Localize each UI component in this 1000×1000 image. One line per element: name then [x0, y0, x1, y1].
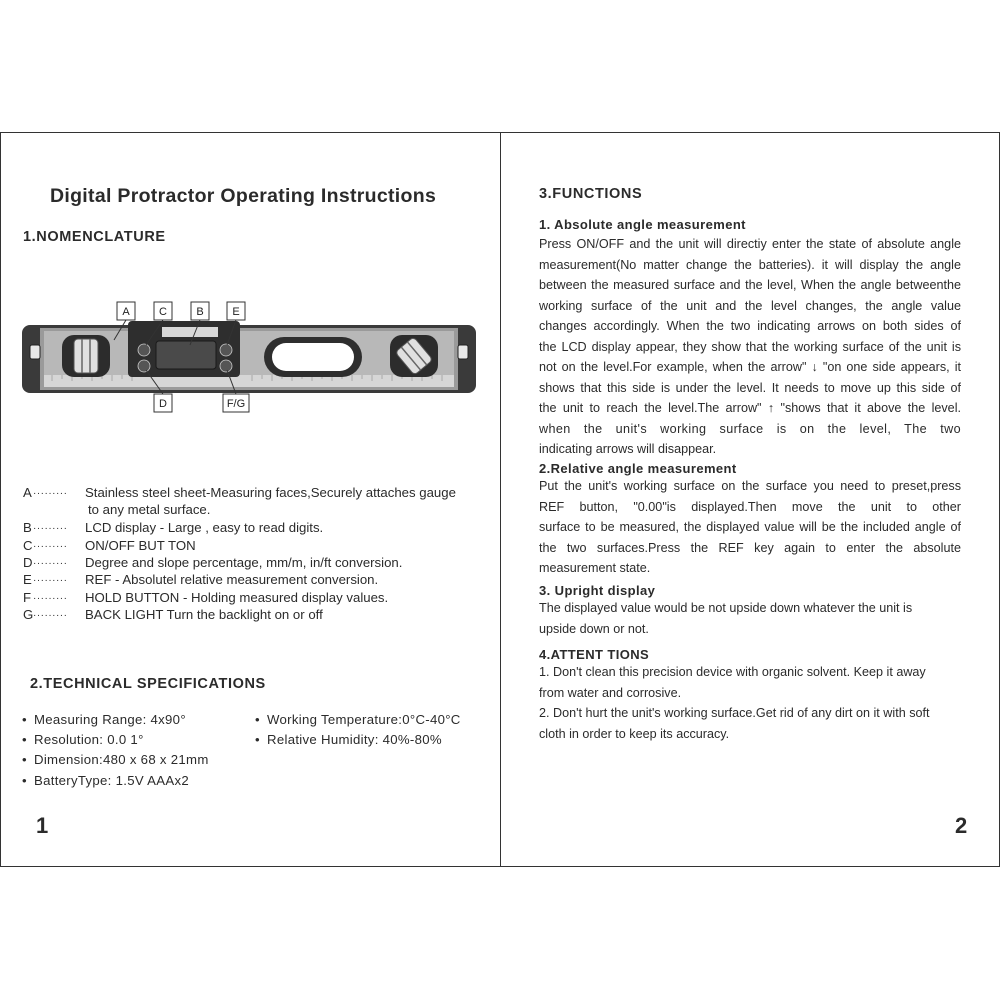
leader-dots: ·········	[33, 575, 68, 586]
nomenclature-text: Stainless steel sheet-Measuring faces,Securely attaches gauge	[85, 485, 456, 500]
nomenclature-key: B	[23, 520, 32, 535]
paragraph-line: between the measured surface and the level, When the angle betweenthe	[539, 278, 961, 292]
leader-dots: ·········	[33, 488, 68, 499]
handle-opening	[272, 343, 354, 371]
spec-text: Working Temperature:0°C-40°C	[267, 712, 461, 727]
paragraph-line: cloth in order to keep its accuracy.	[539, 726, 730, 741]
bullet: •	[255, 732, 260, 747]
spec-text: Dimension:480 x 68 x 21mm	[34, 752, 209, 767]
nomenclature-item-e	[23, 572, 378, 587]
document-title: Digital Protractor Operating Instructions	[50, 185, 437, 207]
paragraph-line: not on the level.For example, when the arrow" ↓ "on one side appears, it	[539, 360, 961, 374]
spec-working-temperature	[255, 712, 461, 727]
absolute-angle-heading: 1. Absolute angle measurement	[539, 217, 746, 232]
nomenclature-text: LCD display - Large , easy to read digits.	[85, 520, 324, 535]
nomenclature-item-a-continued: to any metal surface.	[88, 502, 211, 517]
callout-b-label: B	[196, 306, 204, 318]
paragraph-line: surface to be measured, the displayed value will be the included angle of	[539, 520, 961, 534]
paragraph-line: measurement(No matter change the batteries). it will display the angle	[539, 257, 961, 272]
paragraph-line: Put the unit's working surface on the surface you need to preset,press	[539, 479, 961, 493]
nomenclature-key: G	[23, 607, 34, 622]
leader-dots: ·········	[33, 610, 68, 621]
paragraph-line: Press ON/OFF and the unit will directiy enter the state of absolute angle	[539, 237, 961, 251]
technical-specifications-heading: 2.TECHNICAL SPECIFICATIONS	[30, 676, 266, 692]
callout-d-label: D	[159, 398, 167, 410]
functions-heading: 3.FUNCTIONS	[539, 186, 643, 202]
nomenclature-key: C	[23, 538, 33, 553]
bullet: •	[255, 712, 260, 727]
attentions-paragraph	[539, 662, 961, 744]
nomenclature-key: A	[23, 485, 32, 500]
callout-e-label: E	[232, 306, 240, 318]
upright-display-heading: 3. Upright display	[539, 583, 656, 598]
bullet: •	[22, 712, 27, 727]
paragraph-line: changes accordingly. When the two indicating arrows on both sides of	[539, 319, 961, 333]
paragraph-line: shows that this side is under the level. It needs to move up this side of	[539, 380, 961, 395]
lcd-display	[156, 341, 216, 369]
nomenclature-item-g	[23, 607, 323, 622]
absolute-angle-paragraph	[539, 234, 961, 460]
page-number-1: 1	[36, 813, 49, 838]
ref-button[interactable]	[220, 344, 232, 356]
on-off-button[interactable]	[138, 344, 150, 356]
page-number-2: 2	[955, 813, 968, 838]
nomenclature-text: HOLD BUTTON - Holding measured display values.	[85, 590, 389, 605]
paragraph-line: upside down or not.	[539, 621, 649, 636]
paragraph-line: 2. Don't hurt the unit's working surface.Get rid of any dirt on it with soft	[539, 706, 930, 720]
spec-measuring-range	[22, 712, 186, 727]
callout-a-label: A	[122, 306, 130, 318]
end-cap-left	[30, 345, 40, 359]
bullet: •	[22, 752, 27, 767]
nomenclature-item-d	[23, 555, 402, 570]
bullet: •	[22, 732, 27, 747]
unit-button[interactable]	[138, 360, 150, 372]
nomenclature-key: D	[23, 555, 33, 570]
nomenclature-item-b	[23, 520, 323, 535]
paragraph-line: from water and corrosive.	[539, 685, 682, 700]
end-cap-right	[458, 345, 468, 359]
paragraph-line: The displayed value would be not upside down whatever the unit is	[539, 601, 913, 615]
paragraph-line: 1. Don't clean this precision device with organic solvent. Keep it away	[539, 665, 926, 679]
hold-button[interactable]	[220, 360, 232, 372]
spec-relative-humidity	[255, 732, 442, 747]
nomenclature-key: E	[23, 572, 32, 587]
paragraph-line: the unit to reach the level.The arrow" ↑ "shows that it above the level.	[539, 401, 961, 415]
nomenclature-key: F	[23, 590, 32, 605]
bullet: •	[22, 773, 27, 788]
paragraph-line: REF button, "0.00"is displayed.Then move the unit to other	[539, 499, 961, 514]
spec-text: Resolution: 0.0 1°	[34, 732, 144, 747]
vertical-vial	[74, 339, 98, 373]
nomenclature-text: REF - Absolutel relative measurement conversion.	[85, 572, 379, 587]
nomenclature-heading: 1.NOMENCLATURE	[23, 229, 166, 245]
paragraph-line: indicating arrows will disappear.	[539, 442, 717, 456]
callout-fg-label: F/G	[226, 398, 246, 410]
spec-text: BatteryType: 1.5V AAAx2	[34, 773, 189, 788]
paragraph-line: when the unit's working surface is on the level, The two	[539, 421, 961, 436]
attentions-heading: 4.ATTENT TIONS	[539, 647, 650, 662]
display-top-window	[162, 327, 218, 337]
nomenclature-text: ON/OFF BUT TON	[85, 538, 196, 553]
spec-resolution	[22, 732, 144, 747]
spec-text: Relative Humidity: 40%-80%	[267, 732, 442, 747]
ruler-strip	[44, 375, 454, 387]
leader-dots: ·········	[33, 523, 68, 534]
paragraph-line: the LCD display appear, they show that the working surface of the unit is	[539, 339, 961, 354]
nomenclature-item-a	[23, 485, 456, 500]
leader-dots: ·········	[33, 593, 68, 604]
nomenclature-item-f	[23, 590, 388, 605]
spec-battery	[22, 773, 189, 788]
spec-dimension	[22, 752, 209, 767]
nomenclature-text: Degree and slope percentage, mm/m, in/ft conversion.	[85, 555, 403, 570]
callout-c-label: C	[159, 306, 167, 318]
paragraph-line: measurement state.	[539, 561, 651, 575]
paragraph-line: working surface of the unit and the level changes, the angle value	[539, 298, 961, 313]
leader-dots: ·········	[33, 541, 68, 552]
paragraph-line: the two surfaces.Press the REF key again to enter the absolute	[539, 540, 961, 555]
relative-angle-paragraph	[539, 476, 961, 579]
upright-display-paragraph	[539, 598, 961, 639]
spec-text: Measuring Range: 4x90°	[34, 712, 186, 727]
leader-dots: ·········	[33, 558, 68, 569]
digital-level-illustration	[22, 295, 482, 417]
nomenclature-item-c	[23, 538, 196, 553]
relative-angle-heading: 2.Relative angle measurement	[539, 461, 737, 476]
nomenclature-text: BACK LIGHT Turn the backlight on or off	[85, 607, 323, 622]
